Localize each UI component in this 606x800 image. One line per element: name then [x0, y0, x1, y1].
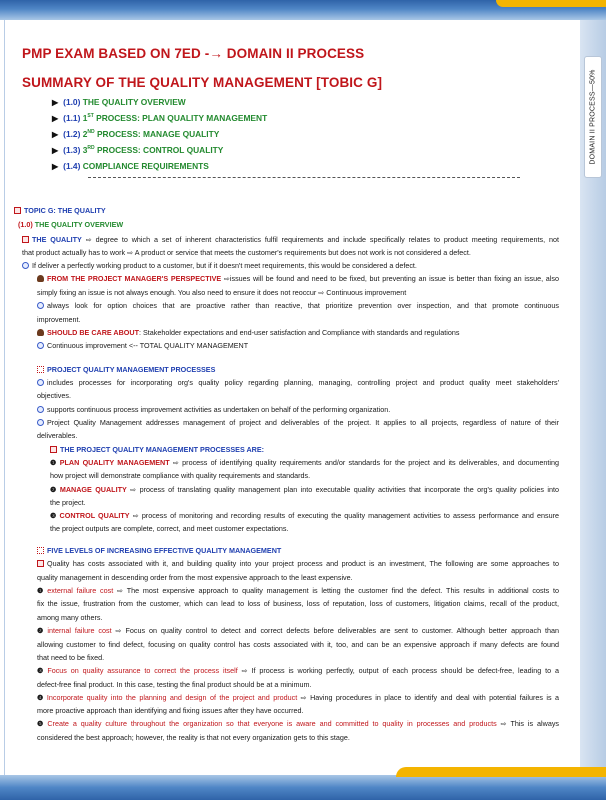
level-item: ❶ external failure cost ⇨ The most expensive approach to quality management is letting the customer find the defect. This results in additional costs to — [37, 586, 559, 595]
process-item: ❸ CONTROL QUALITY ⇨ process of monitoring and recording results of executing the quality management activities to assess performance and ensure — [50, 511, 559, 520]
level-item: ❷ internal failure cost ⇨ Focus on quality control to detect and correct defects before deliverables are sent to customer. Although better approach than — [37, 626, 560, 635]
diamond-icon — [37, 302, 44, 309]
people-icon — [37, 329, 44, 336]
diamond-icon — [37, 406, 44, 413]
process-item: the project outputs are complete, correct, and meet customer expectations. — [50, 524, 289, 533]
section-icon — [37, 547, 44, 554]
diamond-icon — [37, 342, 44, 349]
level-item: fix the issue, frustration from the customer, which can lead to loss of business, loss of reputation, loss of customers, litigation claims, recall of the product, — [37, 599, 559, 608]
process-item: how project will demonstrate compliance with quality requirements and standards. — [50, 471, 311, 480]
level-item: considered the best approach; however, the reality is that not every organization gets to this stage. — [37, 733, 350, 742]
processes-heading: THE PROJECT QUALITY MANAGEMENT PROCESSES ARE: — [50, 445, 264, 455]
cost-intro-line: quality management in descending order from the most expensive approach to the least expensive. — [37, 573, 353, 582]
play-arrow-icon: ▶ — [52, 146, 59, 155]
care-about-line: SHOULD BE CARE ABOUT: Stakeholder expectations and end-user satisfaction and Compliance with standards and regulations — [37, 328, 459, 338]
side-tab-label: DOMAIN II PROCESS—50% — [589, 69, 597, 165]
people-icon — [37, 275, 44, 282]
diamond-icon — [37, 419, 44, 426]
level-item: that need to be fixed. — [37, 653, 105, 662]
toc-item[interactable]: ▶ (1.0) THE QUALITY OVERVIEW — [52, 97, 186, 107]
toc-item[interactable]: ▶ (1.1) 1ST PROCESS: PLAN QUALITY MANAGEMENT — [52, 113, 268, 123]
note-icon — [22, 236, 29, 243]
applies-line: deliverables. — [37, 431, 78, 440]
process-item: ❷ MANAGE QUALITY ⇨ process of translating quality management plan into executable quality activities that incorporate the org's quality policies into — [50, 485, 559, 494]
note-icon — [50, 446, 57, 453]
topic-icon — [14, 207, 21, 214]
level-item: more proactive approach than identifying and fixing issues after they have occurred. — [37, 706, 304, 715]
level-item: ❺ Create a quality culture throughout the organization so that everyone is aware and committed to quality in processes and products ⇨ This is always — [37, 719, 560, 728]
process-item: ❶ PLAN QUALITY MANAGEMENT ⇨ process of identifying quality requirements and/or standards for the project and its deliverables, and documenting — [50, 458, 559, 467]
process-item: the project. — [50, 498, 86, 507]
page-subtitle: SUMMARY OF THE QUALITY MANAGEMENT [TOBIC G] — [22, 75, 383, 90]
level-item: defect-free final product. In this case, testing the final product should be at a minimum. — [37, 680, 312, 689]
play-arrow-icon: ▶ — [52, 162, 59, 171]
pm-perspective-line: FROM THE PROJECT MANAGER'S PERSPECTIVE ⇨issues will be found and need to be fixed, but preventing an issue is better than fixing an issue, also — [37, 274, 559, 284]
play-arrow-icon: ▶ — [52, 114, 59, 123]
toc-item[interactable]: ▶ (1.4) COMPLIANCE REQUIREMENTS — [52, 161, 209, 171]
toc-item[interactable]: ▶ (1.3) 3RD PROCESS: CONTROL QUALITY — [52, 145, 224, 155]
applies-line: Project Quality Management addresses management of project and deliverables of the project. It applies to all projects, regardless of nature of their — [37, 418, 559, 428]
play-arrow-icon: ▶ — [52, 130, 59, 139]
continuous-improvement-line: Continuous improvement <-- TOTAL QUALITY MANAGEMENT — [37, 341, 248, 351]
page-title: PMP EXAM BASED ON 7ED -→ DOMAIN II PROCESS — [22, 46, 365, 61]
level-item: ❹ Incorporate quality into the planning and design of the project and product ⇨ Having procedures in place to identify and deal with potential failures is a — [37, 693, 560, 702]
option-choice-line: always look for option choices that are proactive rather than reactive, that prioritize prevention over inspection, and that promote continuous — [37, 301, 559, 311]
deliver-line: If deliver a perfectly working product to a customer, but if it doesn't meet requirements, this would be considered a defect. — [22, 261, 417, 271]
quality-definition-line: that product actually has to work ⇨ A product or service that meets the customer's requirements but does not work is not considered a defect. — [22, 248, 471, 257]
section-heading: PROJECT QUALITY MANAGEMENT PROCESSES — [37, 365, 215, 375]
supports-line: supports continuous process improvement activities as undertaken on behalf of the performing organization. — [37, 405, 390, 415]
section-icon — [37, 366, 44, 373]
diamond-icon — [37, 379, 44, 386]
dashed-divider — [88, 177, 520, 178]
toc-item[interactable]: ▶ (1.2) 2ND PROCESS: MANAGE QUALITY — [52, 129, 220, 139]
overview-heading: (1.0) THE QUALITY OVERVIEW — [18, 220, 124, 229]
diamond-icon — [22, 262, 29, 269]
topic-heading: TOPIC G: THE QUALITY — [14, 206, 106, 216]
play-arrow-icon: ▶ — [52, 98, 59, 107]
includes-line: objectives. — [37, 391, 71, 400]
quality-definition-line: THE QUALITY ⇨ degree to which a set of inherent characteristics fulfil requirements and include specifically relates to product meeting requirements, not — [22, 235, 559, 245]
option-choice-line: improvement. — [37, 315, 81, 324]
note-icon — [37, 560, 44, 567]
level-item: among many others. — [37, 613, 103, 622]
cost-intro-line: Quality has costs associated with it, and building quality into your project process and product is an investment, The following are some approaches to — [37, 559, 559, 569]
includes-line: includes processes for incorporating org's quality policy regarding planning, managing, controlling project and product quality meet stakeholders' — [37, 378, 559, 388]
section-heading: FIVE LEVELS OF INCREASING EFFECTIVE QUALITY MANAGEMENT — [37, 546, 281, 556]
level-item: ❸ Focus on quality assurance to correct the process itself ⇨ If process is working perfectly, output of each process should be defect-free, leading to a — [37, 666, 559, 675]
pm-perspective-line: simply fixing an issue is not always enough. You also need to ensure it does not reoccur ⇨ Continuous improvement — [37, 288, 407, 297]
level-item: allowing customer to find defect, focusing on quality control has costs associated with it, too, and can be an expensive approach if many defects are found — [37, 640, 559, 649]
